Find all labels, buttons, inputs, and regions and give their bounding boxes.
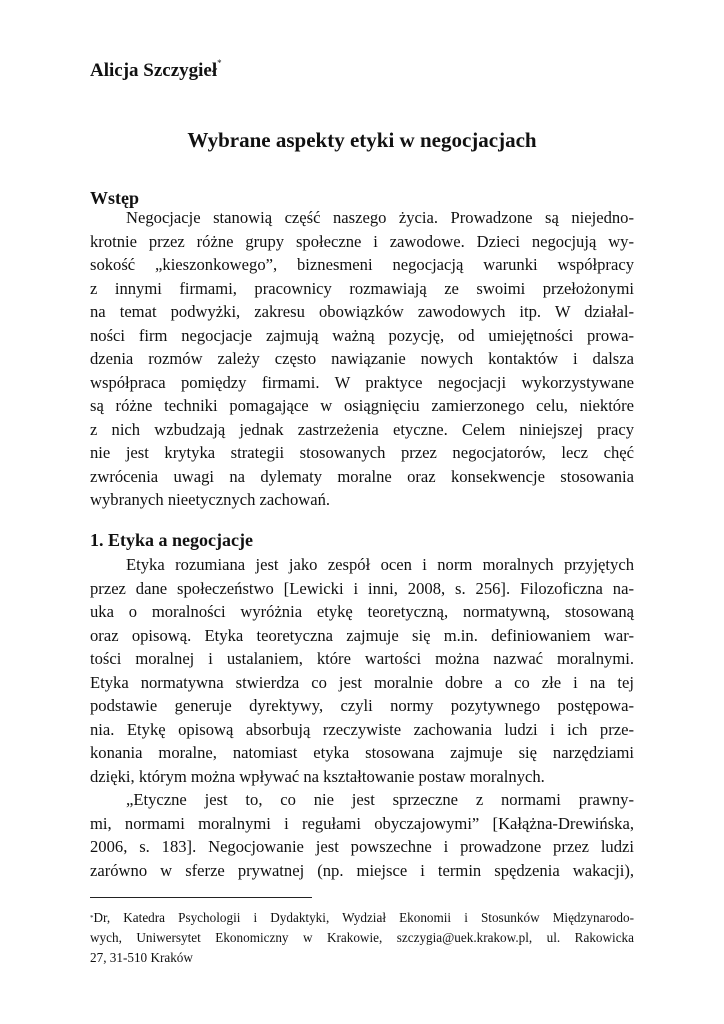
article-title: Wybrane aspekty etyki w negocjacjach xyxy=(187,128,537,152)
text-line: Etyka normatywna stwierdza co jest moralnie dobre a co złe i na tej xyxy=(90,672,634,692)
text-line: „Etyczne jest to, co nie jest sprzeczne z normami prawny- xyxy=(126,790,634,809)
paragraph-ethics-1 xyxy=(90,553,634,788)
text-line: konania moralne, natomiast etyka stosowana zajmuje się narzędziami xyxy=(90,743,634,762)
paragraph-intro xyxy=(90,206,634,512)
text-line: nie jest krytyka strategii stosowanych przez negocjatorów, lecz chęć xyxy=(90,443,634,462)
text-line: 2006, s. 183]. Negocjowanie jest powszechne i prowadzone przez ludzi xyxy=(90,837,634,856)
text-line: Negocjacje stanowią część naszego życia. Prowadzone są niejedno- xyxy=(126,208,634,227)
footnote-line: 27, 31-510 Kraków xyxy=(90,950,193,965)
text-line: ności firm negocjacje zajmują ważną pozycję, od umiejętności prowa- xyxy=(90,325,634,345)
section-heading-ethics: 1. Etyka a negocjacje xyxy=(90,530,253,550)
text-line: z innymi firmami, pracownicy rozmawiają ze swoimi przełożonymi xyxy=(90,278,634,298)
text-line: dzięki, którym można wpływać na kształtowanie postaw moralnych. xyxy=(90,766,545,786)
author-name xyxy=(90,60,222,82)
text-line: tości moralnej i ustalaniem, które wartości można nazwać moralnymi. xyxy=(90,649,634,668)
text-line: zwrócenia uwagi na dylematy moralne oraz konsekwencje stosowania xyxy=(90,466,634,486)
text-line: Etyka rozumiana jest jako zespół ocen i norm moralnych przyjętych xyxy=(126,555,634,574)
footnote-marker: * xyxy=(217,58,222,68)
footnote-text: Dr, Katedra Psychologii i Dydaktyki, Wydział Ekonomii i Stosunków Międzynarodo- xyxy=(93,910,634,925)
text-line: współpraca pomiędzy firmami. W praktyce negocjacji wykorzystywane xyxy=(90,372,634,392)
text-line: nia. Etykę opisową absorbują rzeczywiste zachowania ludzi i ich prze- xyxy=(90,719,634,739)
text-line: krotnie przez różne grupy społeczne i zawodowe. Dzieci negocjują wy- xyxy=(90,231,634,251)
footnote-line: wych, Uniwersytet Ekonomiczny w Krakowie, szczygia@uek.krakow.pl, ul. Rakowicka xyxy=(90,930,634,945)
text-line: uka o moralności wyróżnia etykę teoretyczną, normatywną, stosowaną xyxy=(90,602,634,621)
text-line: są różne techniki pomagające w osiągnięciu zamierzonego celu, niektóre xyxy=(90,396,634,415)
paragraph-ethics-2 xyxy=(90,788,634,882)
footnote xyxy=(90,908,634,968)
text-line: przez dane społeczeństwo [Lewicki i inni, 2008, s. 256]. Filozoficzna na- xyxy=(90,578,634,598)
text-line: dzenia rozmów zależy często nawiązanie nowych kontaktów i dalsza xyxy=(90,349,634,368)
text-line: podstawie generuje dyrektywy, czyli normy pozytywnego postępowa- xyxy=(90,696,634,715)
section-heading-intro: Wstęp xyxy=(90,188,139,208)
footnote-line xyxy=(90,908,634,928)
text-line: wybranych nieetycznych zachowań. xyxy=(90,490,331,509)
text-line: z nich wzbudzają jednak zastrzeżenia etyczne. Celem niniejszej pracy xyxy=(90,419,634,439)
text-line: na temat podwyżki, zakresu obowiązków zawodowych itp. W działal- xyxy=(90,302,634,321)
text-line: mi, normami moralnymi i regułami obyczajowymi” [Kałążna-Drewińska, xyxy=(90,813,634,833)
text-line: sokość „kieszonkowego”, biznesmeni negocjacją warunki współpracy xyxy=(90,255,634,274)
author-text: Alicja Szczygieł xyxy=(90,60,218,81)
text-line: oraz opisową. Etyka teoretyczna zajmuje się m.in. definiowaniem war- xyxy=(90,625,634,645)
footnote-divider xyxy=(90,897,312,898)
footnote-marker: * xyxy=(90,914,94,922)
text-line: zarówno w sferze prywatnej (np. miejsce i termin spędzenia wakacji), xyxy=(90,860,634,880)
